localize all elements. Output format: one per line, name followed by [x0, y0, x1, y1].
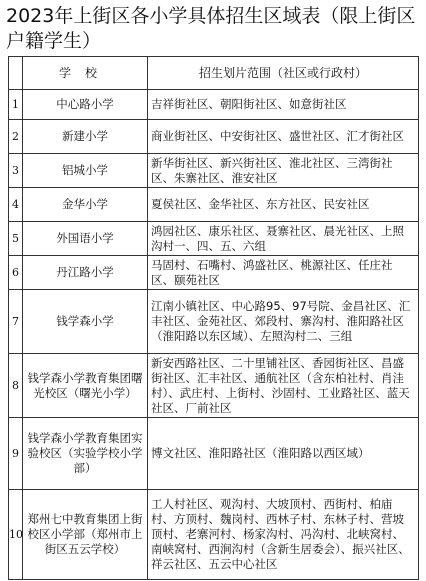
row-area: 博文社区、淮阳路社区（淮阳路以西区域）	[148, 418, 419, 490]
row-school: 钱学森小学	[23, 290, 148, 354]
row-index: 4	[9, 188, 23, 222]
row-index: 10	[9, 490, 23, 580]
row-area: 马固村、石嘴村、鸿盛社区、桃源社区、任庄社区、颐苑社区	[148, 256, 419, 290]
row-index: 3	[9, 154, 23, 188]
table-row	[9, 256, 419, 290]
row-school: 郑州七中教育集团上街校区小学部（郑州市上街区五云学校）	[23, 490, 148, 580]
row-area: 工人村社区、观沟村、大坡顶村、西街村、柏庙村、方顶村、魏岗村、西林子村、东林子村、营坡顶村、老寨河村、杨家沟村、冯沟村、北峡窝村、南峡窝村、西涧沟村（含新生居委会）、振兴社区、祥云社区、五云中心社区	[148, 490, 419, 580]
header-area: 招生划片范围（社区或行政村）	[148, 57, 419, 90]
row-index: 2	[9, 120, 23, 154]
row-index: 6	[9, 256, 23, 290]
row-index: 1	[9, 90, 23, 120]
row-school: 钱学森小学教育集团实验校区（实验学校小学部）	[23, 418, 148, 490]
table-row	[9, 418, 419, 490]
table-row	[9, 290, 419, 354]
table-row	[9, 154, 419, 188]
row-index: 8	[9, 354, 23, 418]
row-school: 金华小学	[23, 188, 148, 222]
row-index: 9	[9, 418, 23, 490]
row-area: 吉祥街社区、朝阳街社区、如意街社区	[148, 90, 419, 120]
header-school: 学校	[23, 57, 148, 90]
row-school: 钱学森小学教育集团曙光校区（曙光小学）	[23, 354, 148, 418]
table-row	[9, 120, 419, 154]
row-area: 新安西路社区、二十里铺社区、香园街社区、昌盛街社区、汇丰社区、通航社区（含东柏社村、肖洼村）、武庄村、上街村、沙固村、工业路社区、蓝天社区、厂前社区	[148, 354, 419, 418]
row-school: 丹江路小学	[23, 256, 148, 290]
header-index	[9, 57, 23, 90]
table-row	[9, 354, 419, 418]
row-school: 新建小学	[23, 120, 148, 154]
row-area: 新华街社区、新兴街社区、淮北社区、三湾街社区、朱寨社区、淮安社区	[148, 154, 419, 188]
row-area: 鸿园社区、康乐社区、聂寨社区、晨光社区、上照沟村一、四、五、六组	[148, 222, 419, 256]
table-row	[9, 188, 419, 222]
row-index: 5	[9, 222, 23, 256]
row-index: 7	[9, 290, 23, 354]
enrollment-table	[8, 56, 419, 580]
row-area: 夏侯社区、金华社区、东方社区、民安社区	[148, 188, 419, 222]
table-header-row	[9, 57, 419, 90]
table-row	[9, 222, 419, 256]
row-school: 铝城小学	[23, 154, 148, 188]
row-area: 商业街社区、中安街社区、盛世社区、汇才街社区	[148, 120, 419, 154]
document-title: 2023年上街区各小学具体招生区域表（限上街区户籍学生）	[6, 5, 416, 52]
row-school: 中心路小学	[23, 90, 148, 120]
row-school: 外国语小学	[23, 222, 148, 256]
table-row	[9, 490, 419, 580]
table-row	[9, 90, 419, 120]
row-area: 江南小镇社区、中心路95、97号院、金昌社区、汇丰社区、金苑社区、郊段村、寨沟村、淮阳路社区（淮阳路以东区域）、左照沟村二、三组	[148, 290, 419, 354]
